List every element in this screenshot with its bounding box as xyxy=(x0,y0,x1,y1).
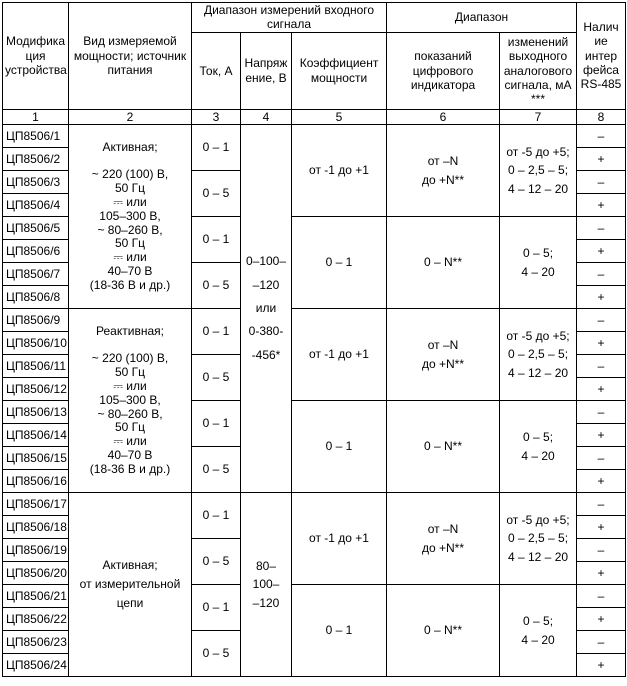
current-range: 0 – 1 xyxy=(192,217,241,263)
rs485-mark: – xyxy=(577,401,626,424)
rs485-mark: + xyxy=(577,240,626,263)
device-code: ЦП8506/6 xyxy=(3,240,69,263)
rs485-mark: – xyxy=(577,125,626,148)
indicator-range: от –N до +N** xyxy=(387,125,500,217)
rs485-mark: + xyxy=(577,332,626,355)
rs485-mark: – xyxy=(577,171,626,194)
current-range: 0 – 1 xyxy=(192,125,241,171)
device-code: ЦП8506/5 xyxy=(3,217,69,240)
device-code: ЦП8506/15 xyxy=(3,447,69,470)
rs485-mark: + xyxy=(577,608,626,631)
indicator-range: 0 – N** xyxy=(387,401,500,493)
rs485-mark: + xyxy=(577,378,626,401)
rs485-mark: – xyxy=(577,217,626,240)
current-range: 0 – 1 xyxy=(192,401,241,447)
rs485-mark: – xyxy=(577,447,626,470)
rs485-mark: + xyxy=(577,424,626,447)
indicator-range: 0 – N** xyxy=(387,585,500,677)
indicator-range: 0 – N** xyxy=(387,217,500,309)
rs485-mark: + xyxy=(577,148,626,171)
device-code: ЦП8506/10 xyxy=(3,332,69,355)
column-number: 4 xyxy=(241,109,292,124)
current-range: 0 – 1 xyxy=(192,585,241,631)
current-range: 0 – 1 xyxy=(192,309,241,355)
device-code: ЦП8506/4 xyxy=(3,194,69,217)
device-code: ЦП8506/23 xyxy=(3,631,69,654)
column-number: 3 xyxy=(192,109,241,124)
column-number: 5 xyxy=(292,109,387,124)
current-range: 0 – 5 xyxy=(192,447,241,493)
rs485-mark: – xyxy=(577,539,626,562)
current-range: 0 – 5 xyxy=(192,171,241,217)
analog-output-range: от -5 до +5; 0 – 2,5 – 5; 4 – 12 – 20 xyxy=(500,309,577,401)
rs485-mark: – xyxy=(577,263,626,286)
power-factor-range: 0 – 1 xyxy=(292,585,387,677)
rs485-mark: – xyxy=(577,309,626,332)
header-current: Ток, А xyxy=(192,32,241,109)
current-range: 0 – 5 xyxy=(192,539,241,585)
current-range: 0 – 5 xyxy=(192,263,241,309)
rs485-mark: + xyxy=(577,194,626,217)
header-power-type: Вид измеряемой мощности; источник питания xyxy=(69,3,192,110)
rs485-mark: – xyxy=(577,631,626,654)
power-factor-range: 0 – 1 xyxy=(292,401,387,493)
header-power-factor: Коэффициент мощности xyxy=(292,32,387,109)
rs485-mark: + xyxy=(577,562,626,585)
device-code: ЦП8506/3 xyxy=(3,171,69,194)
analog-output-range: от -5 до +5; 0 – 2,5 – 5; 4 – 12 – 20 xyxy=(500,125,577,217)
rs485-mark: – xyxy=(577,493,626,516)
voltage-range: 0–100– –120 или 0-380- -456* xyxy=(241,125,292,493)
rs485-mark: + xyxy=(577,516,626,539)
rs485-mark: + xyxy=(577,654,626,677)
current-range: 0 – 1 xyxy=(192,493,241,539)
device-code: ЦП8506/19 xyxy=(3,539,69,562)
device-code: ЦП8506/22 xyxy=(3,608,69,631)
analog-output-range: 0 – 5; 4 – 20 xyxy=(500,401,577,493)
rs485-mark: + xyxy=(577,470,626,493)
device-code: ЦП8506/1 xyxy=(3,125,69,148)
device-code: ЦП8506/18 xyxy=(3,516,69,539)
rs485-mark: – xyxy=(577,355,626,378)
device-code: ЦП8506/17 xyxy=(3,493,69,516)
rs485-mark: – xyxy=(577,585,626,608)
current-range: 0 – 5 xyxy=(192,631,241,677)
column-number: 8 xyxy=(577,109,626,124)
header-interface: Налич ие интер фейса RS-485 xyxy=(577,3,626,110)
power-factor-range: 0 – 1 xyxy=(292,217,387,309)
power-type-active-meas: Активная; от измерительной цепи xyxy=(69,493,192,677)
column-number: 1 xyxy=(3,109,69,124)
device-code: ЦП8506/16 xyxy=(3,470,69,493)
header-modification: Модифика ция устройства xyxy=(3,3,69,110)
header-analog-output: изменений выходного аналогового сигнала, мА *** xyxy=(500,32,577,109)
column-number: 6 xyxy=(387,109,500,124)
indicator-range: от –N до +N** xyxy=(387,493,500,585)
indicator-range: от –N до +N** xyxy=(387,309,500,401)
power-factor-range: от -1 до +1 xyxy=(292,309,387,401)
header-input-range: Диапазон измерений входного сигнала xyxy=(192,3,387,33)
analog-output-range: от -5 до +5; 0 – 2,5 – 5; 4 – 12 – 20 xyxy=(500,493,577,585)
device-code: ЦП8506/9 xyxy=(3,309,69,332)
header-range: Диапазон xyxy=(387,3,577,33)
device-code: ЦП8506/8 xyxy=(3,286,69,309)
device-code: ЦП8506/21 xyxy=(3,585,69,608)
device-code: ЦП8506/13 xyxy=(3,401,69,424)
device-code: ЦП8506/11 xyxy=(3,355,69,378)
power-factor-range: от -1 до +1 xyxy=(292,125,387,217)
power-type-active-ac: Активная; ~ 220 (100) В, 50 Гц ⎓ или 105–300 В, ~ 80–260 В, 50 Гц ⎓ или 40–70 В (18-36 В и др.) xyxy=(69,125,192,309)
rs485-mark: + xyxy=(577,286,626,309)
analog-output-range: 0 – 5; 4 – 20 xyxy=(500,217,577,309)
power-factor-range: от -1 до +1 xyxy=(292,493,387,585)
device-code: ЦП8506/24 xyxy=(3,654,69,677)
power-type-reactive-ac: Реактивная; ~ 220 (100) В, 50 Гц ⎓ или 105–300 В, ~ 80–260 В, 50 Гц ⎓ или 40–70 В (18-36 В и др.) xyxy=(69,309,192,493)
device-code: ЦП8506/20 xyxy=(3,562,69,585)
column-number: 2 xyxy=(69,109,192,124)
device-code: ЦП8506/14 xyxy=(3,424,69,447)
voltage-range: 80–100– –120 xyxy=(241,493,292,677)
header-indicator: показаний цифрового индикатора xyxy=(387,32,500,109)
device-code: ЦП8506/12 xyxy=(3,378,69,401)
column-number: 7 xyxy=(500,109,577,124)
device-code: ЦП8506/2 xyxy=(3,148,69,171)
header-voltage: Напряж ение, В xyxy=(241,32,292,109)
analog-output-range: 0 – 5; 4 – 20 xyxy=(500,585,577,677)
device-code: ЦП8506/7 xyxy=(3,263,69,286)
devices-table xyxy=(2,2,626,677)
current-range: 0 – 5 xyxy=(192,355,241,401)
